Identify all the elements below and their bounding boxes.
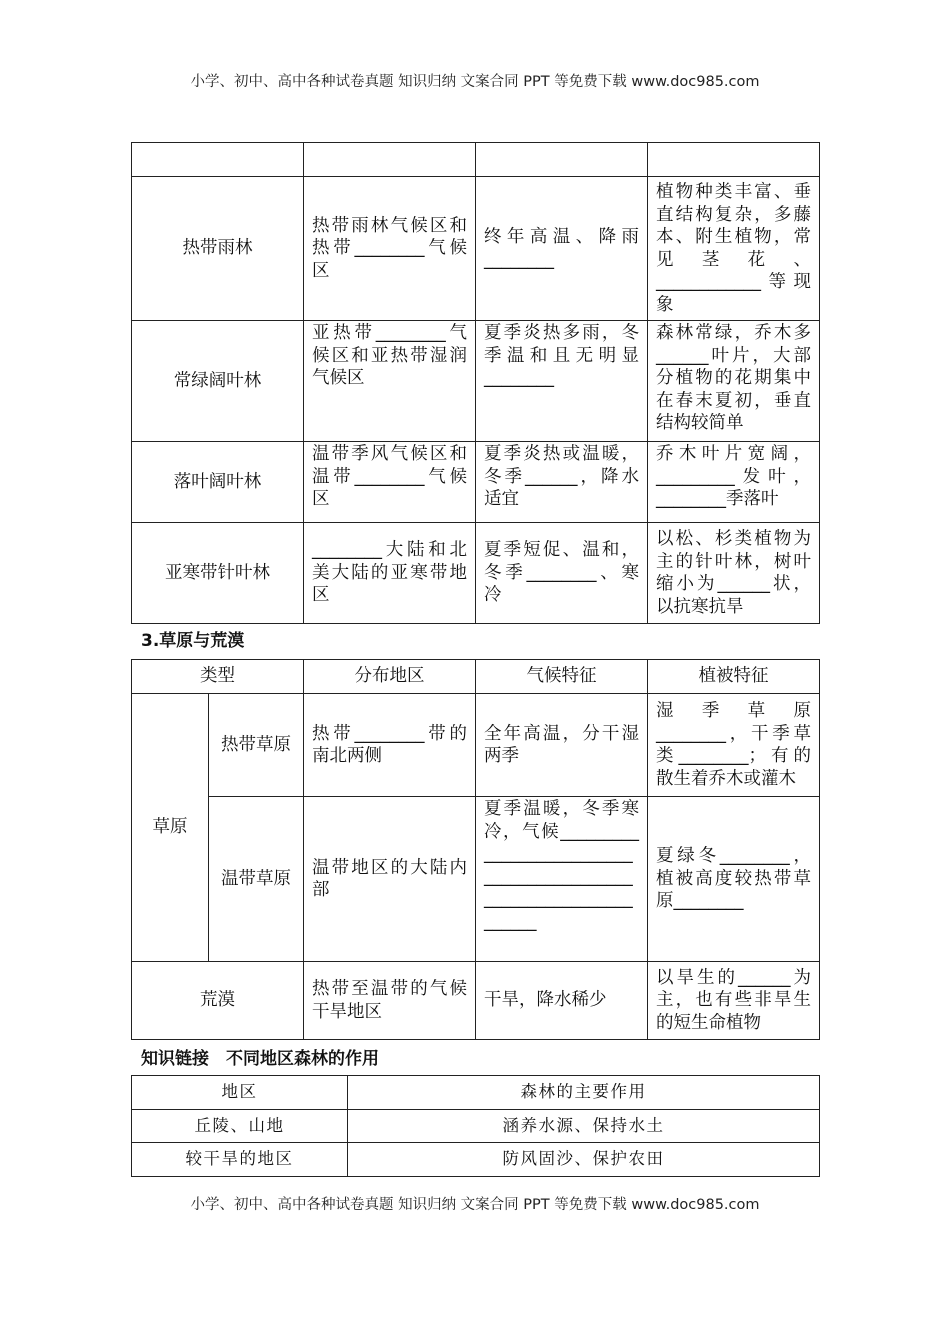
role-cell: 防风固沙、保护农田 [348,1143,820,1177]
grass-region-cell: 热带________带的南北两侧 [304,694,476,797]
forest-vegetation-cell: 乔木叶片宽阔，_________发叶，________季落叶 [648,442,820,523]
table-row-tropical-grassland [132,694,820,797]
role-cell: 涵养水源、保持水土 [348,1109,820,1143]
forest-role-table [131,1075,820,1177]
table-cell-empty [648,143,820,177]
table-cell-empty [304,143,476,177]
forest-types-table [131,142,820,624]
forest-vegetation-cell: 森林常绿，乔木多______叶片，大部分植物的花期集中在春末夏初，垂直结构较简单 [648,321,820,442]
grass-vegetation-cell: 湿季草原________，干季草类________；有的散生着乔木或灌木 [648,694,820,797]
desert-climate-cell: 干旱，降水稀少 [476,962,648,1040]
area-cell: 较干旱的地区 [132,1143,348,1177]
grass-climate-cell: 全年高温，分干湿两季 [476,694,648,797]
table-header-row [132,1076,820,1110]
grass-type-cell: 热带草原 [209,694,304,797]
forest-vegetation-cell: 以松、杉类植物为主的针叶林，树叶缩小为______状，以抗寒抗旱 [648,523,820,624]
grassland-group-cell: 草原 [132,694,209,962]
table-cell-empty [132,143,304,177]
table-row-empty [132,143,820,177]
table-row-rainforest [132,177,820,321]
column-header: 植被特征 [648,660,820,694]
grassland-desert-table [131,659,820,1040]
column-header: 森林的主要作用 [348,1076,820,1110]
grass-climate-cell: 夏季温暖，冬季寒冷，气候__________________________________________________________________ [476,797,648,962]
forest-vegetation-cell: 植物种类丰富、垂直结构复杂，多藤本、附生植物，常见茎花、____________等现象 [648,177,820,321]
table-header-row [132,660,820,694]
column-header: 分布地区 [304,660,476,694]
grass-vegetation-cell: 夏绿冬________，植被高度较热带草原________ [648,797,820,962]
column-header: 地区 [132,1076,348,1110]
column-header: 类型 [132,660,304,694]
forest-region-cell: 亚热带________气候区和亚热带湿润气候区 [304,321,476,442]
table-row [132,1143,820,1177]
forest-climate-cell: 夏季短促、温和，冬季________、寒冷 [476,523,648,624]
forest-climate-cell: 夏季炎热或温暖，冬季______，降水适宜 [476,442,648,523]
table-row-deciduous [132,442,820,523]
forest-region-cell: ________大陆和北美大陆的亚寒带地区 [304,523,476,624]
table-row-temperate-grassland [132,797,820,962]
forest-type-cell: 常绿阔叶林 [132,321,304,442]
grass-region-cell: 温带地区的大陆内部 [304,797,476,962]
section-title-grassland-desert: 3.草原与荒漠 [141,631,245,651]
page-header-banner: 小学、初中、高中各种试卷真题 知识归纳 文案合同 PPT 等免费下载 www.doc985.com [190,74,760,90]
forest-climate-cell: 终年高温、降雨________ [476,177,648,321]
column-header: 气候特征 [476,660,648,694]
forest-region-cell: 热带雨林气候区和热带________气候区 [304,177,476,321]
table-row-desert [132,962,820,1040]
grass-type-cell: 温带草原 [209,797,304,962]
forest-region-cell: 温带季风气候区和温带________气候区 [304,442,476,523]
forest-type-cell: 亚寒带针叶林 [132,523,304,624]
forest-climate-cell: 夏季炎热多雨，冬季温和且无明显________ [476,321,648,442]
table-cell-empty [476,143,648,177]
desert-region-cell: 热带至温带的气候干旱地区 [304,962,476,1040]
table-row-taiga [132,523,820,624]
forest-type-cell: 热带雨林 [132,177,304,321]
table-row-evergreen [132,321,820,442]
desert-type-cell: 荒漠 [132,962,304,1040]
table-row [132,1109,820,1143]
page-footer-banner: 小学、初中、高中各种试卷真题 知识归纳 文案合同 PPT 等免费下载 www.doc985.com [190,1197,760,1213]
forest-type-cell: 落叶阔叶林 [132,442,304,523]
area-cell: 丘陵、山地 [132,1109,348,1143]
section-title-knowledge-link: 知识链接 不同地区森林的作用 [141,1049,379,1069]
desert-vegetation-cell: 以旱生的______为主，也有些非旱生的短生命植物 [648,962,820,1040]
